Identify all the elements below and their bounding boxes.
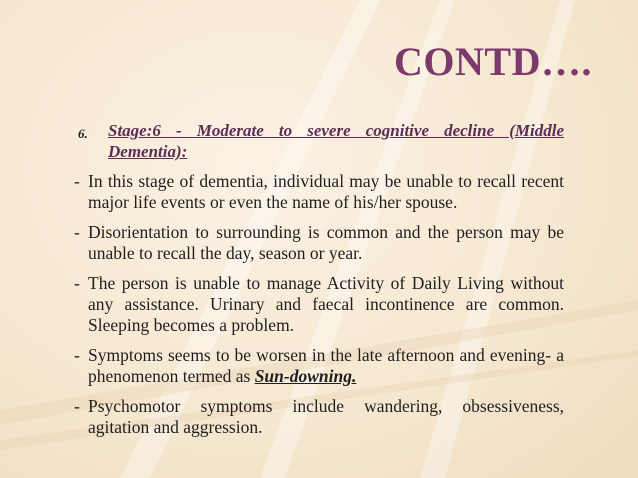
slide-title: CONTD…. bbox=[394, 39, 592, 84]
stage-heading bbox=[78, 120, 564, 162]
list-item bbox=[74, 345, 564, 387]
bullet-dash: - bbox=[74, 345, 80, 365]
bullet-text: Disorientation to surrounding is common and the person may be unable to recall the day, season or year. bbox=[88, 222, 564, 263]
bullet-text: Psychomotor symptoms include wandering, obsessiveness, agitation and aggression. bbox=[88, 396, 564, 437]
slide-content bbox=[74, 120, 564, 447]
bullet-dash: - bbox=[74, 222, 80, 242]
bullet-list bbox=[74, 171, 564, 438]
list-item bbox=[74, 396, 564, 438]
bullet-dash: - bbox=[74, 396, 80, 416]
bullet-dash: - bbox=[74, 273, 80, 293]
stage-number: 6. bbox=[78, 126, 88, 141]
bullet-text: In this stage of dementia, individual may be unable to recall recent major life events or even the name of his/her spouse. bbox=[88, 171, 564, 212]
list-item bbox=[74, 222, 564, 264]
list-item bbox=[74, 171, 564, 213]
bullet-text: The person is unable to manage Activity of Daily Living without any assistance. Urinary and faecal incontinence are common. Sleeping becomes a problem. bbox=[88, 273, 564, 335]
stage-title: Stage:6 - Moderate to severe cognitive decline (Middle Dementia): bbox=[108, 121, 564, 161]
sun-downing-term: Sun-downing. bbox=[254, 366, 357, 386]
list-item bbox=[74, 273, 564, 336]
bullet-text: Symptoms seems to be worsen in the late afternoon and evening- a phenomenon termed as bbox=[88, 345, 564, 386]
bullet-dash: - bbox=[74, 171, 80, 191]
bullet-text-with-emphasis bbox=[88, 345, 564, 387]
